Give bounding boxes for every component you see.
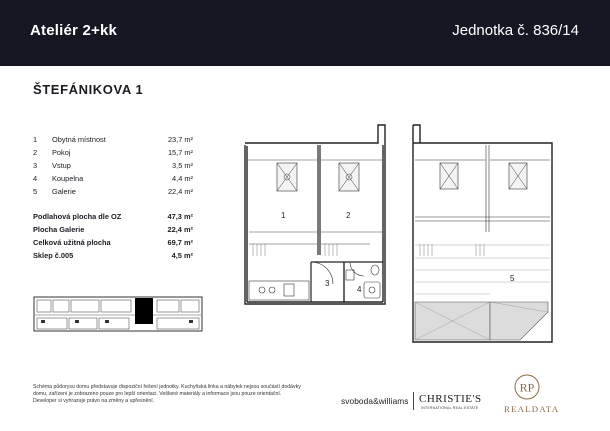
room-number: 2: [33, 148, 38, 157]
christies-logo: CHRISTIE'S: [419, 393, 482, 405]
svoboda-williams-logo: svoboda&williams: [341, 396, 409, 406]
room-area: 4,4 m²: [172, 174, 193, 183]
room-name: Pokoj: [52, 148, 71, 157]
room-label-4: 4: [357, 285, 362, 294]
summary-label: Celková užitná plocha: [33, 238, 111, 247]
gallery-level-plan: [413, 125, 552, 342]
summary-value: 22,4 m²: [167, 225, 193, 234]
summary-label: Podlahová plocha dle OZ: [33, 212, 122, 221]
summary-value: 47,3 m²: [167, 212, 193, 221]
room-area: 22,4 m²: [167, 187, 193, 196]
summary-label: Plocha Galerie: [33, 225, 85, 234]
disclaimer-text: Schéma půdorysu domu představuje dispoziční řešení jednotky. Kuchyňská linka a nábytek nejsou součástí dodávky domu, zařízení je zobrazeno pouze pro lepší orientaci. Veškeré materiály a informace jsou pouze orientační. Developer si vyhrazuje právo na změny a upřesnění.: [33, 384, 301, 404]
room-label-5: 5: [510, 274, 515, 283]
address-heading: ŠTEFÁNIKOVA 1: [33, 82, 144, 97]
summary-label: Sklep č.005: [33, 251, 74, 260]
realdata-logo: REALDATA: [504, 404, 560, 414]
room-area: 23,7 m²: [167, 135, 193, 144]
room-number: 5: [33, 187, 38, 196]
realdata-monogram-icon: [513, 373, 541, 401]
room-area: 3,5 m²: [172, 161, 193, 170]
room-label-2: 2: [346, 211, 351, 220]
room-number: 4: [33, 174, 38, 183]
logo-divider: [413, 392, 414, 410]
room-name: Vstup: [52, 161, 71, 170]
unit-number: Jednotka č. 836/14: [452, 22, 579, 39]
room-number: 3: [33, 161, 38, 170]
summary-value: 4,5 m²: [171, 251, 193, 260]
room-name: Galerie: [52, 187, 76, 196]
apartment-type-title: Ateliér 2+kk: [30, 22, 118, 39]
summary-value: 69,7 m²: [167, 238, 193, 247]
room-number: 1: [33, 135, 38, 144]
room-label-3: 3: [325, 279, 330, 288]
room-label-1: 1: [281, 211, 286, 220]
room-name: Obytná místnost: [52, 135, 106, 144]
realdata-monogram-text: RP: [519, 380, 535, 395]
christies-subtitle: INTERNATIONAL REAL ESTATE: [421, 406, 479, 410]
lower-level-plan: [245, 125, 385, 304]
room-name: Koupelna: [52, 174, 84, 183]
room-area: 15,7 m²: [167, 148, 193, 157]
